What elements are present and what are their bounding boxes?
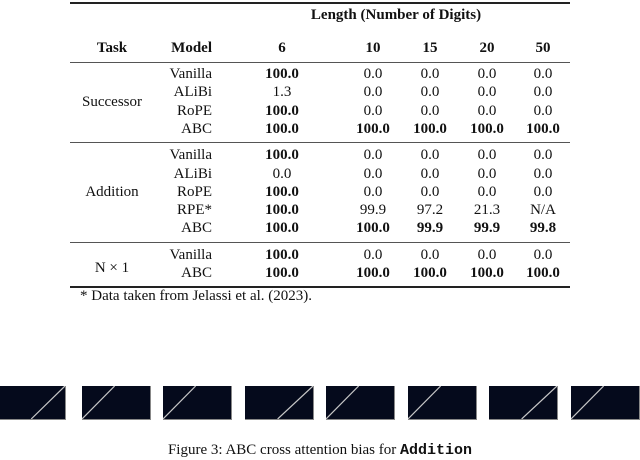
col-header-50: 50 <box>535 40 551 56</box>
value-cell: 100.0 <box>356 265 390 281</box>
value-cell: 0.0 <box>533 183 553 200</box>
attention-heatmap <box>571 386 640 420</box>
group-header: Length (Number of Digits) <box>310 7 482 23</box>
value-cell: 0.0 <box>420 84 440 101</box>
footnote: * Data taken from Jelassi et al. (2023). <box>80 288 313 304</box>
value-cell: 0.0 <box>477 66 497 82</box>
attention-heatmap <box>326 386 395 420</box>
task-cell: Successor <box>82 93 142 110</box>
value-cell: 100.0 <box>265 183 299 200</box>
value-cell: 0.0 <box>363 147 383 164</box>
col-header-20: 20 <box>479 40 495 56</box>
attention-heatmap <box>163 386 232 420</box>
attention-heatmap <box>489 386 558 420</box>
value-cell: 0.0 <box>363 183 383 200</box>
value-cell: 100.0 <box>470 120 504 137</box>
value-cell: 0.0 <box>420 102 440 119</box>
diagonal-line <box>0 386 65 419</box>
value-cell: 100.0 <box>265 66 299 82</box>
model-cell: RoPE <box>176 183 212 200</box>
col-header-10: 10 <box>365 40 381 56</box>
value-cell: 0.0 <box>477 246 497 263</box>
attention-heatmap <box>0 386 66 420</box>
value-cell: 0.0 <box>363 84 383 101</box>
value-cell: 100.0 <box>356 220 390 237</box>
value-cell: 0.0 <box>477 147 497 164</box>
value-cell: 100.0 <box>265 265 299 281</box>
model-cell: Vanilla <box>169 147 212 164</box>
value-cell: 97.2 <box>416 202 444 219</box>
model-cell: ALiBi <box>173 84 212 101</box>
model-cell: ABC <box>181 220 212 237</box>
value-cell: 0.0 <box>420 66 440 82</box>
task-cell: N × 1 <box>94 260 130 276</box>
value-cell: 0.0 <box>420 147 440 164</box>
value-cell: 100.0 <box>413 265 447 281</box>
model-cell: ABC <box>181 120 212 137</box>
diagonal-line <box>245 386 313 419</box>
value-cell: 0.0 <box>420 183 440 200</box>
value-cell: 0.0 <box>477 165 497 182</box>
value-cell: 0.0 <box>363 66 383 82</box>
caption-code: Addition <box>400 442 473 459</box>
value-cell: 0.0 <box>363 102 383 119</box>
diagonal-line <box>326 386 394 419</box>
model-cell: Vanilla <box>169 66 212 82</box>
col-header-15: 15 <box>422 40 438 56</box>
value-cell: 99.8 <box>529 220 557 237</box>
value-cell: 100.0 <box>265 120 299 137</box>
value-cell: 0.0 <box>363 165 383 182</box>
value-cell: 100.0 <box>413 120 447 137</box>
col-header-task: Task <box>96 40 128 56</box>
model-cell: Vanilla <box>169 246 212 263</box>
value-cell: 1.3 <box>272 84 292 101</box>
value-cell: 99.9 <box>416 220 444 237</box>
value-cell: 100.0 <box>265 102 299 119</box>
value-cell: 99.9 <box>473 220 501 237</box>
value-cell: 0.0 <box>477 183 497 200</box>
value-cell: 100.0 <box>265 147 299 164</box>
value-cell: 0.0 <box>533 84 553 101</box>
attention-heatmap <box>408 386 477 420</box>
attention-heatmap <box>245 386 314 420</box>
group-rule <box>70 142 570 143</box>
value-cell: 0.0 <box>477 84 497 101</box>
value-cell: 0.0 <box>420 246 440 263</box>
value-cell: 0.0 <box>272 165 292 182</box>
diagonal-line <box>82 386 150 419</box>
task-cell: Addition <box>85 183 139 200</box>
attention-heatmap <box>82 386 151 420</box>
model-cell: RPE* <box>176 202 212 219</box>
value-cell: N/A <box>530 202 556 219</box>
value-cell: 100.0 <box>356 120 390 137</box>
model-cell: RoPE <box>176 102 212 119</box>
value-cell: 100.0 <box>265 202 299 219</box>
value-cell: 0.0 <box>533 147 553 164</box>
col-header-6: 6 <box>278 40 286 56</box>
group-rule <box>70 242 570 243</box>
value-cell: 0.0 <box>533 66 553 82</box>
value-cell: 0.0 <box>477 102 497 119</box>
value-cell: 0.0 <box>533 246 553 263</box>
caption-text: Figure 3: ABC cross attention bias for <box>167 442 401 458</box>
diagonal-line <box>163 386 231 419</box>
model-cell: ABC <box>181 265 212 281</box>
value-cell: 99.9 <box>359 202 387 219</box>
value-cell: 0.0 <box>533 165 553 182</box>
top-rule <box>70 2 570 4</box>
value-cell: 100.0 <box>265 246 299 263</box>
value-cell: 21.3 <box>473 202 501 219</box>
header-rule <box>70 62 570 63</box>
value-cell: 0.0 <box>533 102 553 119</box>
value-cell: 100.0 <box>265 220 299 237</box>
value-cell: 100.0 <box>526 120 560 137</box>
value-cell: 100.0 <box>526 265 560 281</box>
diagonal-line <box>489 386 557 419</box>
value-cell: 0.0 <box>363 246 383 263</box>
model-cell: ALiBi <box>173 165 212 182</box>
diagonal-line <box>571 386 639 419</box>
value-cell: 0.0 <box>420 165 440 182</box>
col-header-model: Model <box>171 40 212 56</box>
diagonal-line <box>408 386 476 419</box>
value-cell: 100.0 <box>470 265 504 281</box>
figure-caption <box>0 441 640 460</box>
